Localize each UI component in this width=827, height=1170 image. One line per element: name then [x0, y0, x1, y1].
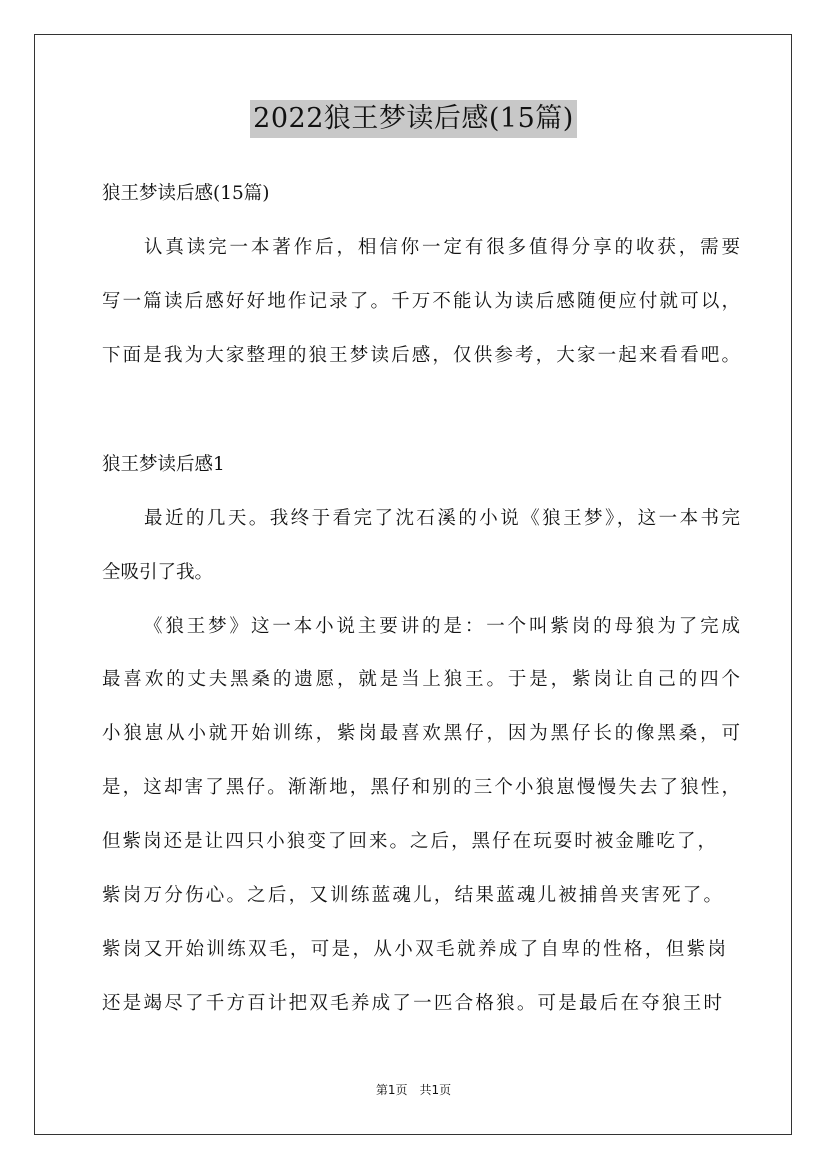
paragraph2-line-3: 小狼崽从小就开始训练，紫岗最喜欢黑仔，因为黑仔长的像黑桑，可	[102, 723, 740, 744]
title-area	[0, 100, 827, 138]
paragraph2-line-8: 还是竭尽了千方百计把双毛养成了一匹合格狼。可是最后在夺狼王时	[102, 993, 722, 1014]
paragraph2-line-4: 是，这却害了黑仔。渐渐地，黑仔和别的三个小狼崽慢慢失去了狼性，	[102, 777, 740, 798]
paragraph1-line-2: 全吸引了我。	[102, 562, 214, 583]
intro-line-2: 写一篇读后感好好地作记录了。千万不能认为读后感随便应付就可以，	[102, 291, 740, 312]
intro-line-3: 下面是我为大家整理的狼王梦读后感，仅供参考，大家一起来看看吧。	[102, 345, 740, 366]
paragraph2-line-1: 《狼王梦》这一本小说主要讲的是：一个叫紫岗的母狼为了完成	[144, 616, 740, 637]
document-title: 2022狼王梦读后感(15篇)	[250, 100, 577, 138]
paragraph2-line-7: 紫岗又开始训练双毛，可是，从小双毛就养成了自卑的性格，但紫岗	[102, 939, 726, 960]
paragraph2-line-6: 紫岗万分伤心。之后，又训练蓝魂儿，结果蓝魂儿被捕兽夹害死了。	[102, 885, 722, 906]
paragraph2-line-2: 最喜欢的丈夫黑桑的遗愿，就是当上狼王。于是，紫岗让自己的四个	[102, 669, 740, 690]
paragraph1-line-1: 最近的几天。我终于看完了沈石溪的小说《狼王梦》，这一本书完	[144, 508, 740, 529]
page-footer	[0, 1082, 827, 1098]
document-subtitle: 狼王梦读后感(15篇)	[102, 183, 270, 204]
intro-line-1: 认真读完一本著作后，相信你一定有很多值得分享的收获，需要	[144, 237, 740, 258]
page-total: 共1页	[419, 1083, 452, 1097]
page-number: 第1页	[375, 1083, 408, 1097]
section-heading: 狼王梦读后感1	[102, 454, 225, 475]
paragraph2-line-5: 但紫岗还是让四只小狼变了回来。之后，黑仔在玩耍时被金雕吃了，	[102, 831, 716, 852]
